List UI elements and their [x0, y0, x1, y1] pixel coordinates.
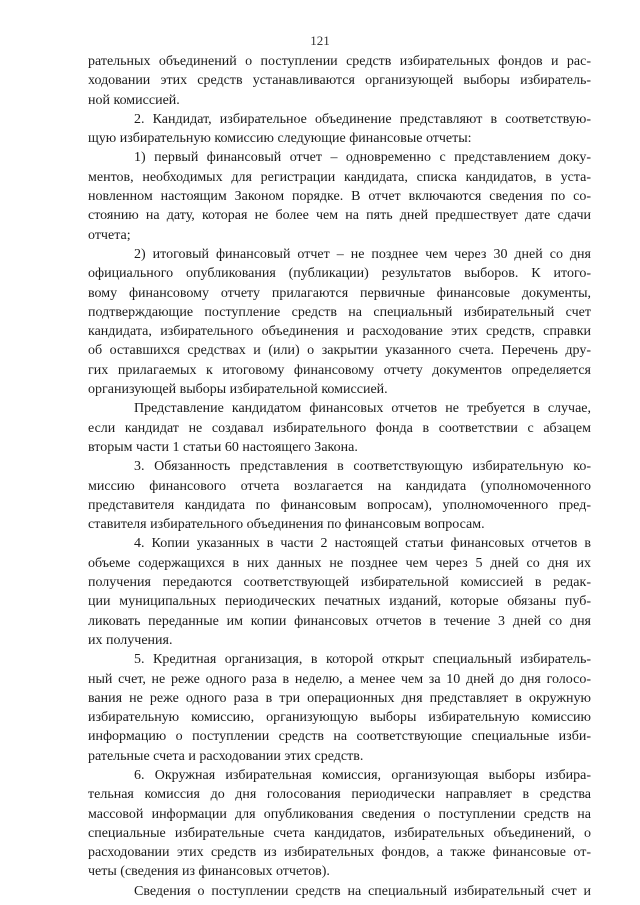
text-line: рательные счета и расходовании этих средств.: [88, 748, 364, 764]
text-line: официального опубликования (публикации) результатов выборов. К итого-: [88, 266, 591, 282]
paragraph: [88, 534, 591, 650]
text-line: гих прилагаемых к итоговому финансовому отчету документов определяется: [88, 362, 591, 378]
paragraph: [88, 245, 591, 399]
text-line: специальные избирательные счета кандидатов, избирательных объединений, о: [88, 825, 591, 841]
document-body: [88, 52, 591, 901]
text-line: их получения.: [88, 632, 173, 648]
text-line: расходовании этих средств из избирательных фондов, а также финансовые от-: [88, 845, 591, 861]
text-line: Представление кандидатом финансовых отчетов не требуется в случае,: [134, 401, 591, 417]
text-line: 6. Окружная избирательная комиссия, организующая выборы избира-: [134, 767, 591, 783]
text-line: ставителя избирательного объединения по финансовым вопросам.: [88, 517, 485, 533]
text-line: избирательную комиссию, организующую выборы избирательную комиссию: [88, 710, 591, 726]
text-line: отчета;: [88, 227, 131, 243]
text-line: ный счет, не реже одного раза в неделю, а менее чем за 10 дней до дня голосо-: [88, 671, 591, 687]
text-line: миссию финансового отчета возлагается на кандидата (уполномоченного: [88, 478, 591, 494]
paragraph: [88, 766, 591, 882]
text-line: вторым части 1 статьи 60 настоящего Закона.: [88, 439, 358, 455]
paragraph: [88, 110, 591, 149]
text-line: объеме содержащихся в них данных не позднее чем через 5 дней со дня их: [88, 555, 591, 571]
text-line: ходовании этих средств устанавливаются организующей выборы избиратель-: [88, 73, 591, 89]
text-line: ликовать переданные им копии финансовых отчетов в течение 3 дней со дня: [88, 613, 591, 629]
text-line: кандидата, избирательного объединения и расходование этих средств, справки: [88, 324, 591, 340]
text-line: 2) итоговый финансовый отчет – не позднее чем через 30 дней со дня: [134, 246, 591, 262]
text-line: новленном настоящим Законом порядке. В отчет включаются сведения по со-: [88, 189, 591, 205]
text-line: подтверждающие поступление средств на специальный избирательный счет: [88, 304, 591, 320]
text-line: 5. Кредитная организация, в которой открыт специальный избиратель-: [134, 652, 591, 668]
text-line: 1) первый финансовый отчет – одновременно с представлением доку-: [134, 150, 591, 166]
text-line: массовой информации для опубликования сведения о поступлении средств на: [88, 806, 591, 822]
text-line: об оставшихся средствах и (или) о закрытии указанного счета. Перечень дру-: [88, 343, 591, 359]
text-line: вания не реже одного раза в три операционных дня представляет в окружную: [88, 690, 591, 706]
paragraph: [88, 882, 591, 901]
text-line: информацию о поступлении средств на соответствующие специальные изби-: [88, 729, 591, 745]
text-line: рательных объединений о поступлении средств избирательных фондов и рас-: [88, 54, 591, 69]
text-line: четы (сведения из финансовых отчетов).: [88, 864, 330, 880]
text-line: если кандидат не создавал избирательного фонда в соответствии с абзацем: [88, 420, 591, 436]
text-line: щую избирательную комиссию следующие финансовые отчеты:: [88, 131, 472, 147]
text-line: ной комиссией.: [88, 92, 180, 108]
text-line: 4. Копии указанных в части 2 настоящей статьи финансовых отчетов в: [134, 536, 591, 552]
text-line: получения передаются соответствующей избирательной комиссией в редак-: [88, 575, 591, 591]
page-number: 121: [310, 33, 330, 48]
paragraph: [88, 148, 591, 244]
paragraph: [88, 650, 591, 766]
text-line: представителя кандидата по финансовым вопросам), уполномоченного пред-: [88, 497, 591, 513]
text-line: ментов, необходимых для регистрации кандидата, списка кандидатов, в уста-: [88, 169, 591, 185]
text-line: ции муниципальных периодических печатных изданий, которые обязаны пуб-: [88, 594, 591, 610]
text-line: 3. Обязанность представления в соответствующую избирательную ко-: [134, 459, 591, 475]
text-line: 2. Кандидат, избирательное объединение представляют в соответствую-: [134, 111, 591, 127]
paragraph: [88, 457, 591, 534]
text-line: стоянию на дату, которая не более чем на пять дней предшествует дате сдачи: [88, 208, 591, 224]
text-line: вому финансовому отчету прилагаются первичные финансовые документы,: [88, 285, 591, 301]
paragraph: [88, 52, 591, 110]
paragraph: [88, 399, 591, 457]
text-line: тельная комиссия до дня голосования периодически направляет в средства: [88, 787, 591, 803]
text-line: Сведения о поступлении средств на специальный избирательный счет и: [134, 883, 591, 899]
text-line: организующей выборы избирательной комиссией.: [88, 382, 388, 398]
